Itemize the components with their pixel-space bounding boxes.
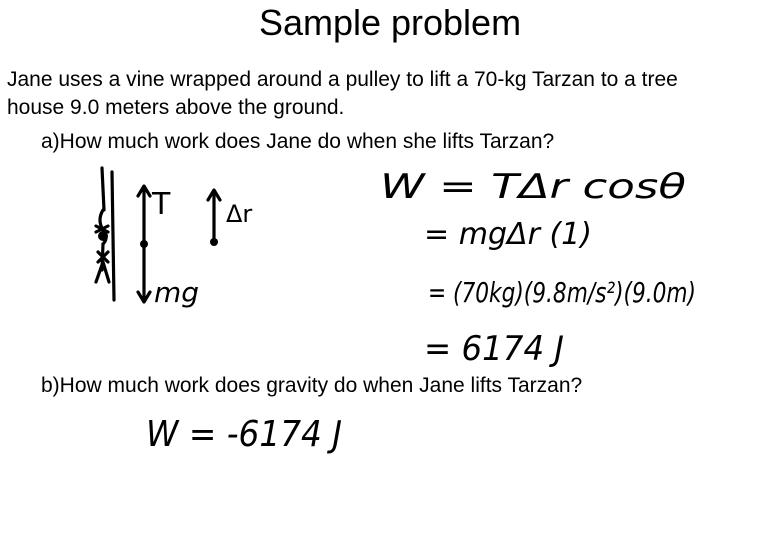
slide-title: Sample problem <box>258 2 522 43</box>
solution-a-line-1: W = TΔr cosθ <box>380 167 687 207</box>
weight-label: mg <box>154 276 200 309</box>
question-b: b)How much work does gravity do when Jane lifts Tarzan? <box>41 374 583 397</box>
solution-a-line-3: = (70kg)(9.8m/s²)(9.0m) <box>428 276 696 309</box>
displacement-arrow <box>208 190 220 246</box>
problem-statement: Jane uses a vine wrapped around a pulley to lift a 70-kg Tarzan to a tree house 9.0 meters above the ground. <box>7 68 678 119</box>
weight-arrow <box>138 248 150 302</box>
tension-arrow <box>138 186 150 248</box>
solution-b: W = -6174 J <box>146 414 342 455</box>
tension-label: T <box>152 187 171 222</box>
displacement-label: Δr <box>226 200 253 228</box>
solution-a-line-2: = mgΔr (1) <box>424 217 592 252</box>
solution-a-line-4: = 6174 J <box>424 329 564 369</box>
vine-sketch <box>96 168 114 300</box>
question-a: a)How much work does Jane do when she lifts Tarzan? <box>41 130 555 153</box>
